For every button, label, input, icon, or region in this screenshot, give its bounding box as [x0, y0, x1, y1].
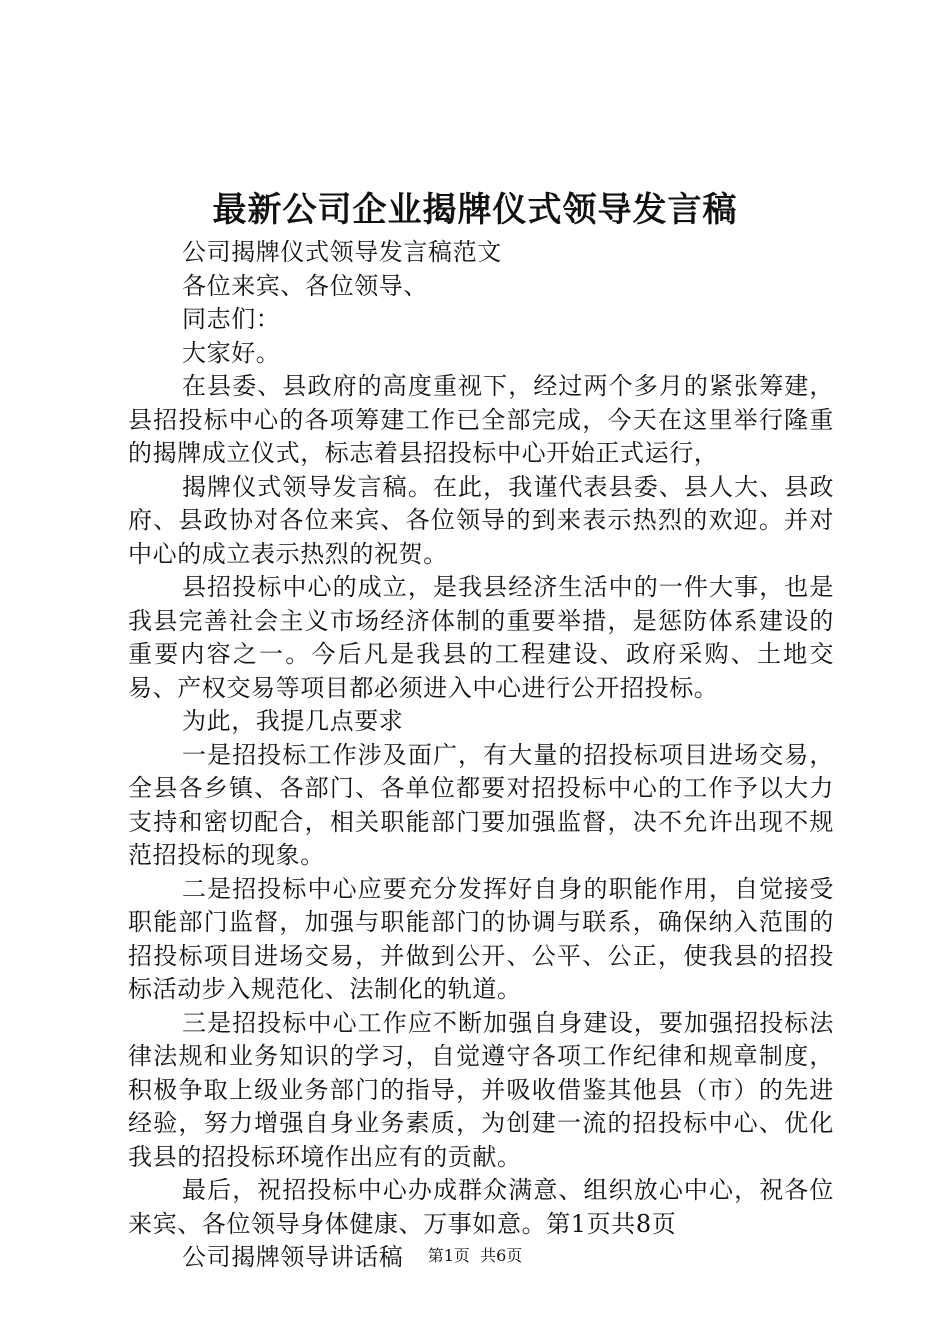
paragraph: 同志们：	[182, 305, 281, 333]
page-footer: 第1页 共6页	[427, 1246, 523, 1265]
paragraph: 公司揭牌仪式领导发言稿范文	[182, 238, 502, 266]
document-body	[128, 236, 834, 1275]
paragraph: 县招投标中心的成立，是我县经济生活中的一件大事，也是我县完善社会主义市场经济体制的重要举措，是惩防体系建设的重要内容之一。今后凡是我县的工程建设、政府采购、土地交易、产权交易等项目都必须进入中心进行公开招投标。	[128, 573, 834, 702]
paragraph: 最后，祝招投标中心办成群众满意、组织放心中心，祝各位来宾、各位领导身体健康、万事如意。第1页共8页	[128, 1176, 834, 1238]
paragraph: 一是招投标工作涉及面广，有大量的招投标项目进场交易，全县各乡镇、各部门、各单位都要对招投标中心的工作予以大力支持和密切配合，相关职能部门要加强监督，决不允许出现不规范招投标的现象。	[128, 740, 834, 869]
paragraph: 三是招投标中心工作应不断加强自身建设，要加强招投标法律法规和业务知识的学习，自觉遵守各项工作纪律和规章制度，积极争取上级业务部门的指导，并吸收借鉴其他县（市）的先进经验，努力增强自身业务素质，为创建一流的招投标中心、优化我县的招投标环境作出应有的贡献。	[128, 1008, 834, 1171]
paragraph: 各位来宾、各位领导、	[182, 271, 428, 300]
paragraph: 在县委、县政府的高度重视下，经过两个多月的紧张筹建，县招投标中心的各项筹建工作已全部完成，今天在这里举行隆重的揭牌成立仪式，标志着县招投标中心开始正式运行，	[128, 372, 834, 467]
document-title: 最新公司企业揭牌仪式领导发言稿	[212, 190, 738, 230]
paragraph: 揭牌仪式领导发言稿。在此，我谨代表县委、县人大、县政府、县政协对各位来宾、各位领导的到来表示热烈的欢迎。并对中心的成立表示热烈的祝贺。	[128, 472, 834, 568]
paragraph: 二是招投标中心应要充分发挥好自身的职能作用，自觉接受职能部门监督，加强与职能部门的协调与联系，确保纳入范围的招投标项目进场交易，并做到公开、公平、公正，使我县的招投标活动步入规范化、法制化的轨道。	[128, 874, 834, 1003]
paragraph: 大家好。	[182, 338, 281, 367]
paragraph: 为此，我提几点要求	[182, 707, 404, 735]
paragraph: 公司揭牌领导讲话稿	[182, 1243, 404, 1271]
